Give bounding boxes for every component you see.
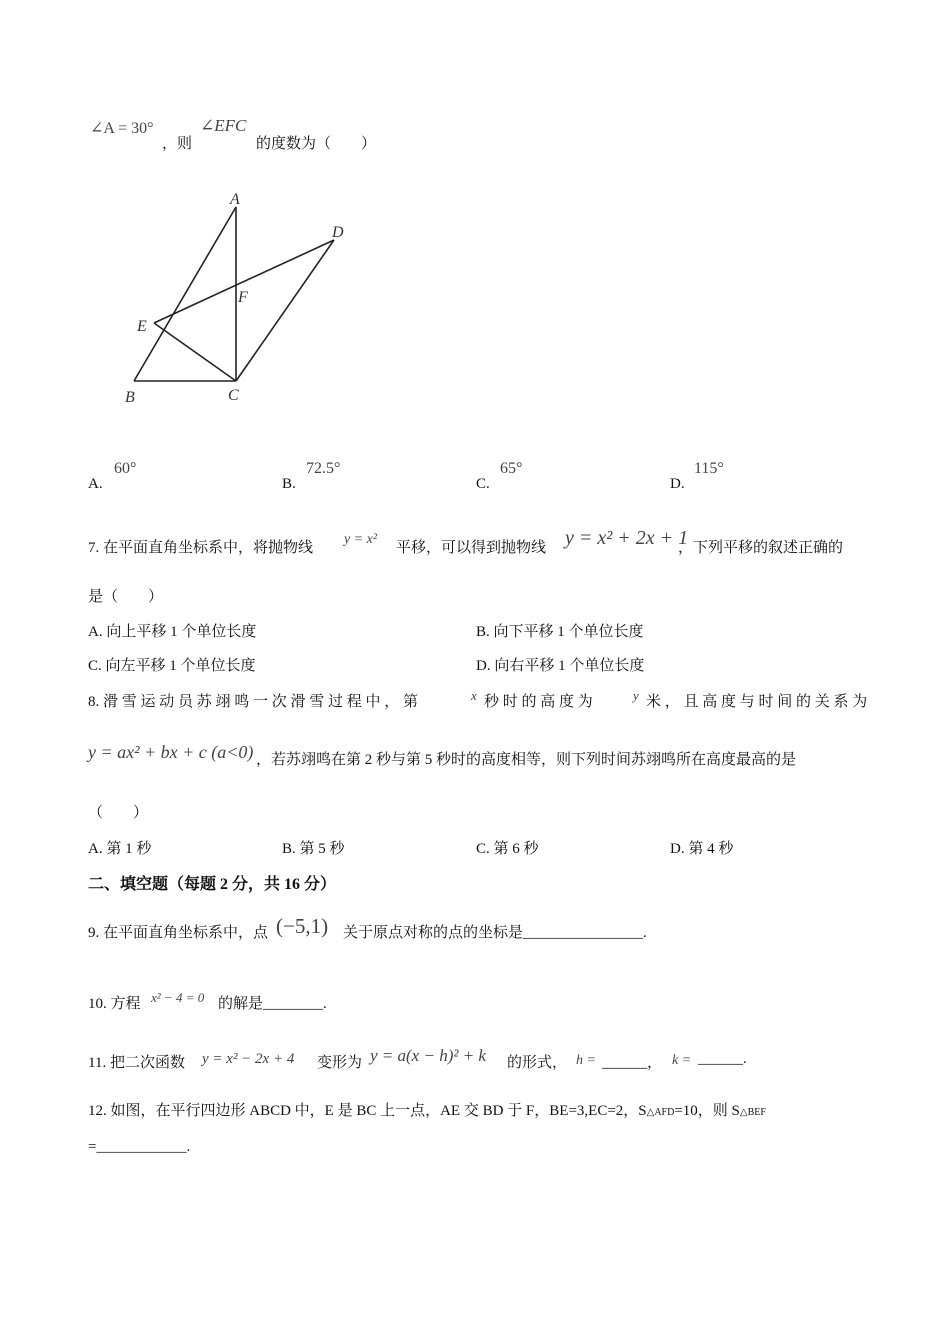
q11-equation-1: y = x² − 2x + 4 bbox=[202, 1051, 295, 1067]
q6-option-d-value: 115° bbox=[694, 460, 724, 477]
q10-equation: x² − 4 = 0 bbox=[151, 990, 205, 1005]
q11-k-blank[interactable]: ______. bbox=[698, 1051, 747, 1067]
q8-line1b: 秒 时 的 高 度 为 bbox=[484, 694, 593, 710]
q8-line1a: 8. 滑 雪 运 动 员 苏 翊 鸣 一 次 滑 雪 过 程 中 ， 第 bbox=[88, 694, 419, 710]
q11-mid: 变形为 bbox=[317, 1055, 363, 1071]
q6-option-a-letter: A. bbox=[88, 476, 103, 492]
label-A: A bbox=[230, 191, 240, 208]
q11-h-label: h = bbox=[576, 1053, 596, 1068]
label-B: B bbox=[125, 389, 135, 406]
q11-mid2: 的形式， bbox=[507, 1055, 568, 1071]
label-F: F bbox=[238, 289, 248, 306]
q11-equation-2: y = a(x − h)² + k bbox=[370, 1046, 486, 1065]
q8-option-c[interactable]: C. 第 6 秒 bbox=[476, 841, 539, 857]
label-D: D bbox=[332, 224, 344, 241]
q7-prefix: 7. 在平面直角坐标系中，将抛物线 bbox=[88, 540, 314, 556]
label-E: E bbox=[137, 318, 147, 335]
q6-question-tail: 的度数为（ ） bbox=[256, 136, 377, 152]
q6-option-d-letter: D. bbox=[670, 476, 685, 492]
segment-AB bbox=[134, 207, 236, 381]
q8-line3: （ ） bbox=[88, 805, 149, 821]
q8-equation: y = ax² + bx + c (a<0) bbox=[88, 742, 254, 762]
q8-option-b[interactable]: B. 第 5 秒 bbox=[282, 841, 345, 857]
figure-lines bbox=[134, 207, 334, 381]
q6-option-c-value: 65° bbox=[500, 460, 523, 477]
q7-line2: 是（ ） bbox=[88, 589, 164, 605]
q8-var-y: y bbox=[633, 688, 639, 703]
q8-line2-text: ，若苏翊鸣在第 2 秒与第 5 秒时的高度相等，则下列时间苏翊鸣所在高度最高的是 bbox=[256, 752, 797, 768]
q9-prefix: 9. 在平面直角坐标系中，点 bbox=[88, 925, 269, 941]
segment-EC bbox=[154, 323, 236, 381]
q6-angle: ∠EFC bbox=[200, 116, 247, 135]
q8-option-a[interactable]: A. 第 1 秒 bbox=[88, 841, 152, 857]
q12-subscript-afd: △AFD bbox=[646, 1107, 675, 1118]
q8-var-x: x bbox=[471, 688, 477, 703]
q7-mid: 平移，可以得到抛物线 bbox=[396, 540, 547, 556]
q7-option-c[interactable]: C. 向左平移 1 个单位长度 bbox=[88, 658, 256, 674]
q7-tail: ，下列平移的叙述正确的 bbox=[678, 540, 844, 556]
q10-tail[interactable]: 的解是________. bbox=[218, 996, 327, 1012]
q6-option-c-letter: C. bbox=[476, 476, 490, 492]
section-heading-fill-in: 二、填空题（每题 2 分，共 16 分） bbox=[88, 876, 337, 893]
q8-line1c: 米 ， 且 高 度 与 时 间 的 关 系 为 bbox=[646, 694, 868, 710]
q7-option-b[interactable]: B. 向下平移 1 个单位长度 bbox=[476, 624, 644, 640]
q6-option-b-letter: B. bbox=[282, 476, 296, 492]
q7-option-a[interactable]: A. 向上平移 1 个单位长度 bbox=[88, 624, 257, 640]
segment-CD bbox=[236, 240, 334, 381]
q9-tail[interactable]: 关于原点对称的点的坐标是________________. bbox=[343, 925, 647, 941]
q6-condition: ∠A = 30° bbox=[90, 120, 154, 137]
q7-option-d[interactable]: D. 向右平移 1 个单位长度 bbox=[476, 658, 645, 674]
q6-option-a-value: 60° bbox=[114, 460, 137, 477]
q11-k-label: k = bbox=[672, 1053, 692, 1068]
q8-option-d[interactable]: D. 第 4 秒 bbox=[670, 841, 734, 857]
label-C: C bbox=[228, 387, 239, 404]
q12-answer-blank[interactable]: =____________. bbox=[88, 1139, 191, 1155]
q6-then: ，则 bbox=[162, 136, 193, 152]
q11-prefix: 11. 把二次函数 bbox=[88, 1055, 185, 1071]
q6-figure bbox=[110, 180, 370, 420]
q10-prefix: 10. 方程 bbox=[88, 996, 141, 1012]
segment-DE bbox=[154, 240, 334, 323]
q12-text-2: =10，则 S bbox=[674, 1103, 740, 1119]
q7-equation-1: y = x² bbox=[344, 532, 378, 547]
q9-point: (−5,1) bbox=[276, 914, 329, 938]
q12-line1 bbox=[88, 1099, 766, 1120]
q6-option-b-value: 72.5° bbox=[306, 460, 341, 477]
q11-h-blank[interactable]: ______， bbox=[602, 1055, 663, 1071]
q12-subscript-bef: △BEF bbox=[739, 1107, 766, 1118]
q12-text-1: 12. 如图，在平行四边形 ABCD 中，E 是 BC 上一点，AE 交 BD 于 F，BE=3,EC=2，S bbox=[88, 1103, 647, 1119]
q7-equation-2: y = x² + 2x + 1 bbox=[565, 527, 689, 549]
